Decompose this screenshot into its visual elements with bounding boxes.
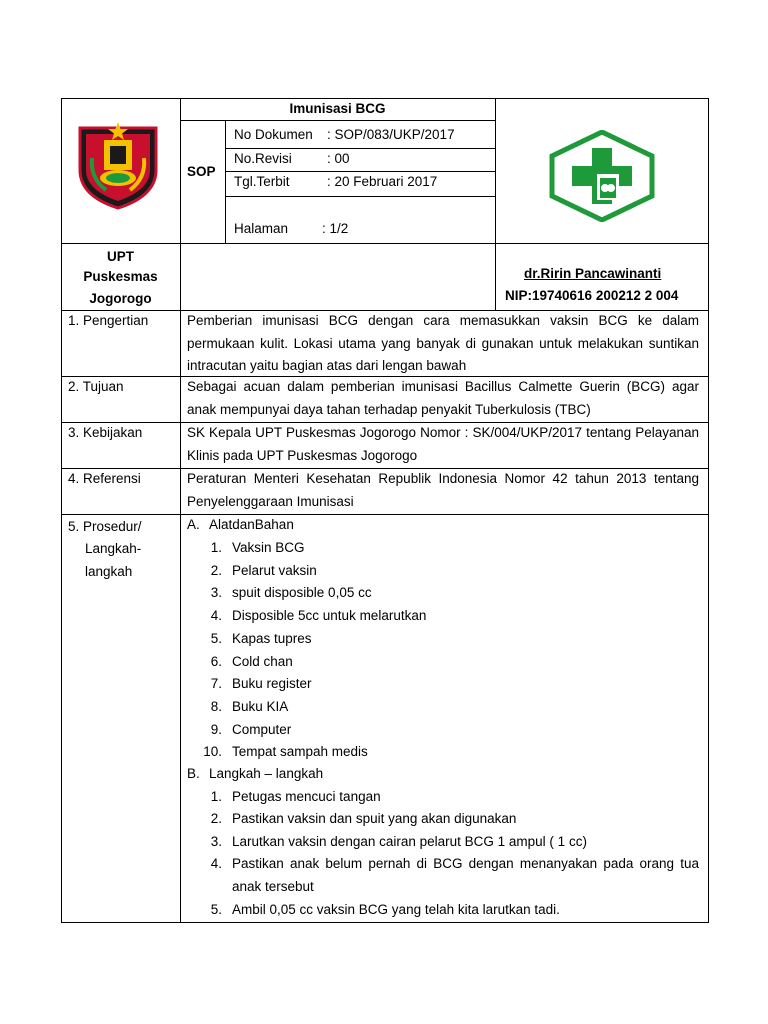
kebijakan-text: SK Kepala UPT Puskesmas Jogorogo Nomor : SK/004/UKP/2017 tentang Pelayanan Klinis pada UPT Puskesmas Jogorogo [187,425,699,463]
doc-number-label: No Dokumen [234,127,313,142]
list-item-number: 6. [210,653,222,669]
issued-date-label: Tgl.Terbit [234,174,290,189]
sop-label: SOP [187,164,216,179]
list-item: Pastikan anak belum pernah di BCG dengan menanyakan pada orang tua anak tersebut [232,856,699,894]
revision-value: : 00 [327,151,350,166]
list-item-number: 10. [203,744,222,760]
list-item-number: 8. [210,698,222,714]
kebijakan-label: 3. Kebijakan [68,425,143,440]
list-item: Cold chan [232,653,293,669]
list-item: Disposible 5cc untuk melarutkan [232,608,427,624]
tujuan-label: 2. Tujuan [68,379,124,394]
list-item-number: 2. [210,562,222,578]
list-item-number: 2. [210,811,222,826]
page-value: : 1/2 [322,221,349,236]
issued-date-value: : 20 Februari 2017 [327,174,438,189]
list-item: Pastikan vaksin dan spuit yang akan digunakan [232,811,517,826]
prosedur-label-line2: Langkah- [85,541,142,556]
list-item: Tempat sampah medis [232,744,368,760]
part-b-title: Langkah – langkah [209,766,324,781]
list-item-number: 5. [210,630,222,646]
list-item: Computer [232,721,292,737]
list-item: Pelarut vaksin [232,562,317,578]
list-item: Buku register [232,676,312,692]
document-title: Imunisasi BCG [289,101,386,116]
list-item: spuit disposible 0,05 cc [232,585,372,601]
regency-emblem-logo [72,118,164,212]
list-item-number: 7. [210,676,222,692]
list-item-number: 5. [210,902,222,917]
list-item-number: 1. [210,789,222,804]
pengertian-label: 1. Pengertian [68,313,149,328]
org-unit: UPT [107,249,134,264]
signer-nip: NIP:19740616 200212 2 004 [505,288,679,303]
list-item: Kapas tupres [232,630,312,646]
list-item-number: 3. [210,585,222,601]
puskesmas-logo [548,130,656,222]
prosedur-label-line3: langkah [85,564,133,579]
list-item-number: 3. [210,834,222,849]
pengertian-text: Pemberian imunisasi BCG dengan cara memasukkan vaksin BCG ke dalam permukaan kulit. Lokasi utama yang banyak di gunakan untuk melakukan suntikan intracutan yaitu bagian atas dari lengan bawah [187,313,699,373]
list-item-number: 4. [210,856,222,871]
signer-name: dr.Ririn Pancawinanti [524,266,662,281]
tujuan-text: Sebagai acuan dalam pemberian imunisasi Bacillus Calmette Guerin (BCG) agar anak mempunyai daya tahan terhadap penyakit Tuberkulosis (TBC) [187,379,699,417]
part-a-title: AlatdanBahan [209,517,294,532]
org-name: Puskesmas [83,269,158,284]
page-label: Halaman [234,221,289,236]
list-item-number: 9. [210,721,222,737]
list-item: Petugas mencuci tangan [232,789,381,804]
part-b-marker: B. [187,766,200,781]
list-item-number: 1. [210,540,222,555]
org-location: Jogorogo [89,291,152,306]
doc-number-value: : SOP/083/UKP/2017 [327,127,455,142]
list-item: Vaksin BCG [232,540,305,555]
list-item: Larutkan vaksin dengan cairan pelarut BCG 1 ampul ( 1 cc) [232,834,587,849]
revision-label: No.Revisi [234,151,292,166]
referensi-label: 4. Referensi [68,471,141,486]
referensi-text: Peraturan Menteri Kesehatan Republik Indonesia Nomor 42 tahun 2013 tentang Penyelenggaraan Imunisasi [187,471,699,509]
prosedur-label: 5. Prosedur/ [68,519,142,534]
list-item: Buku KIA [232,698,289,714]
list-item: Ambil 0,05 cc vaksin BCG yang telah kita larutkan tadi. [232,902,560,917]
part-a-marker: A. [187,517,200,532]
list-item-number: 4. [210,608,222,624]
